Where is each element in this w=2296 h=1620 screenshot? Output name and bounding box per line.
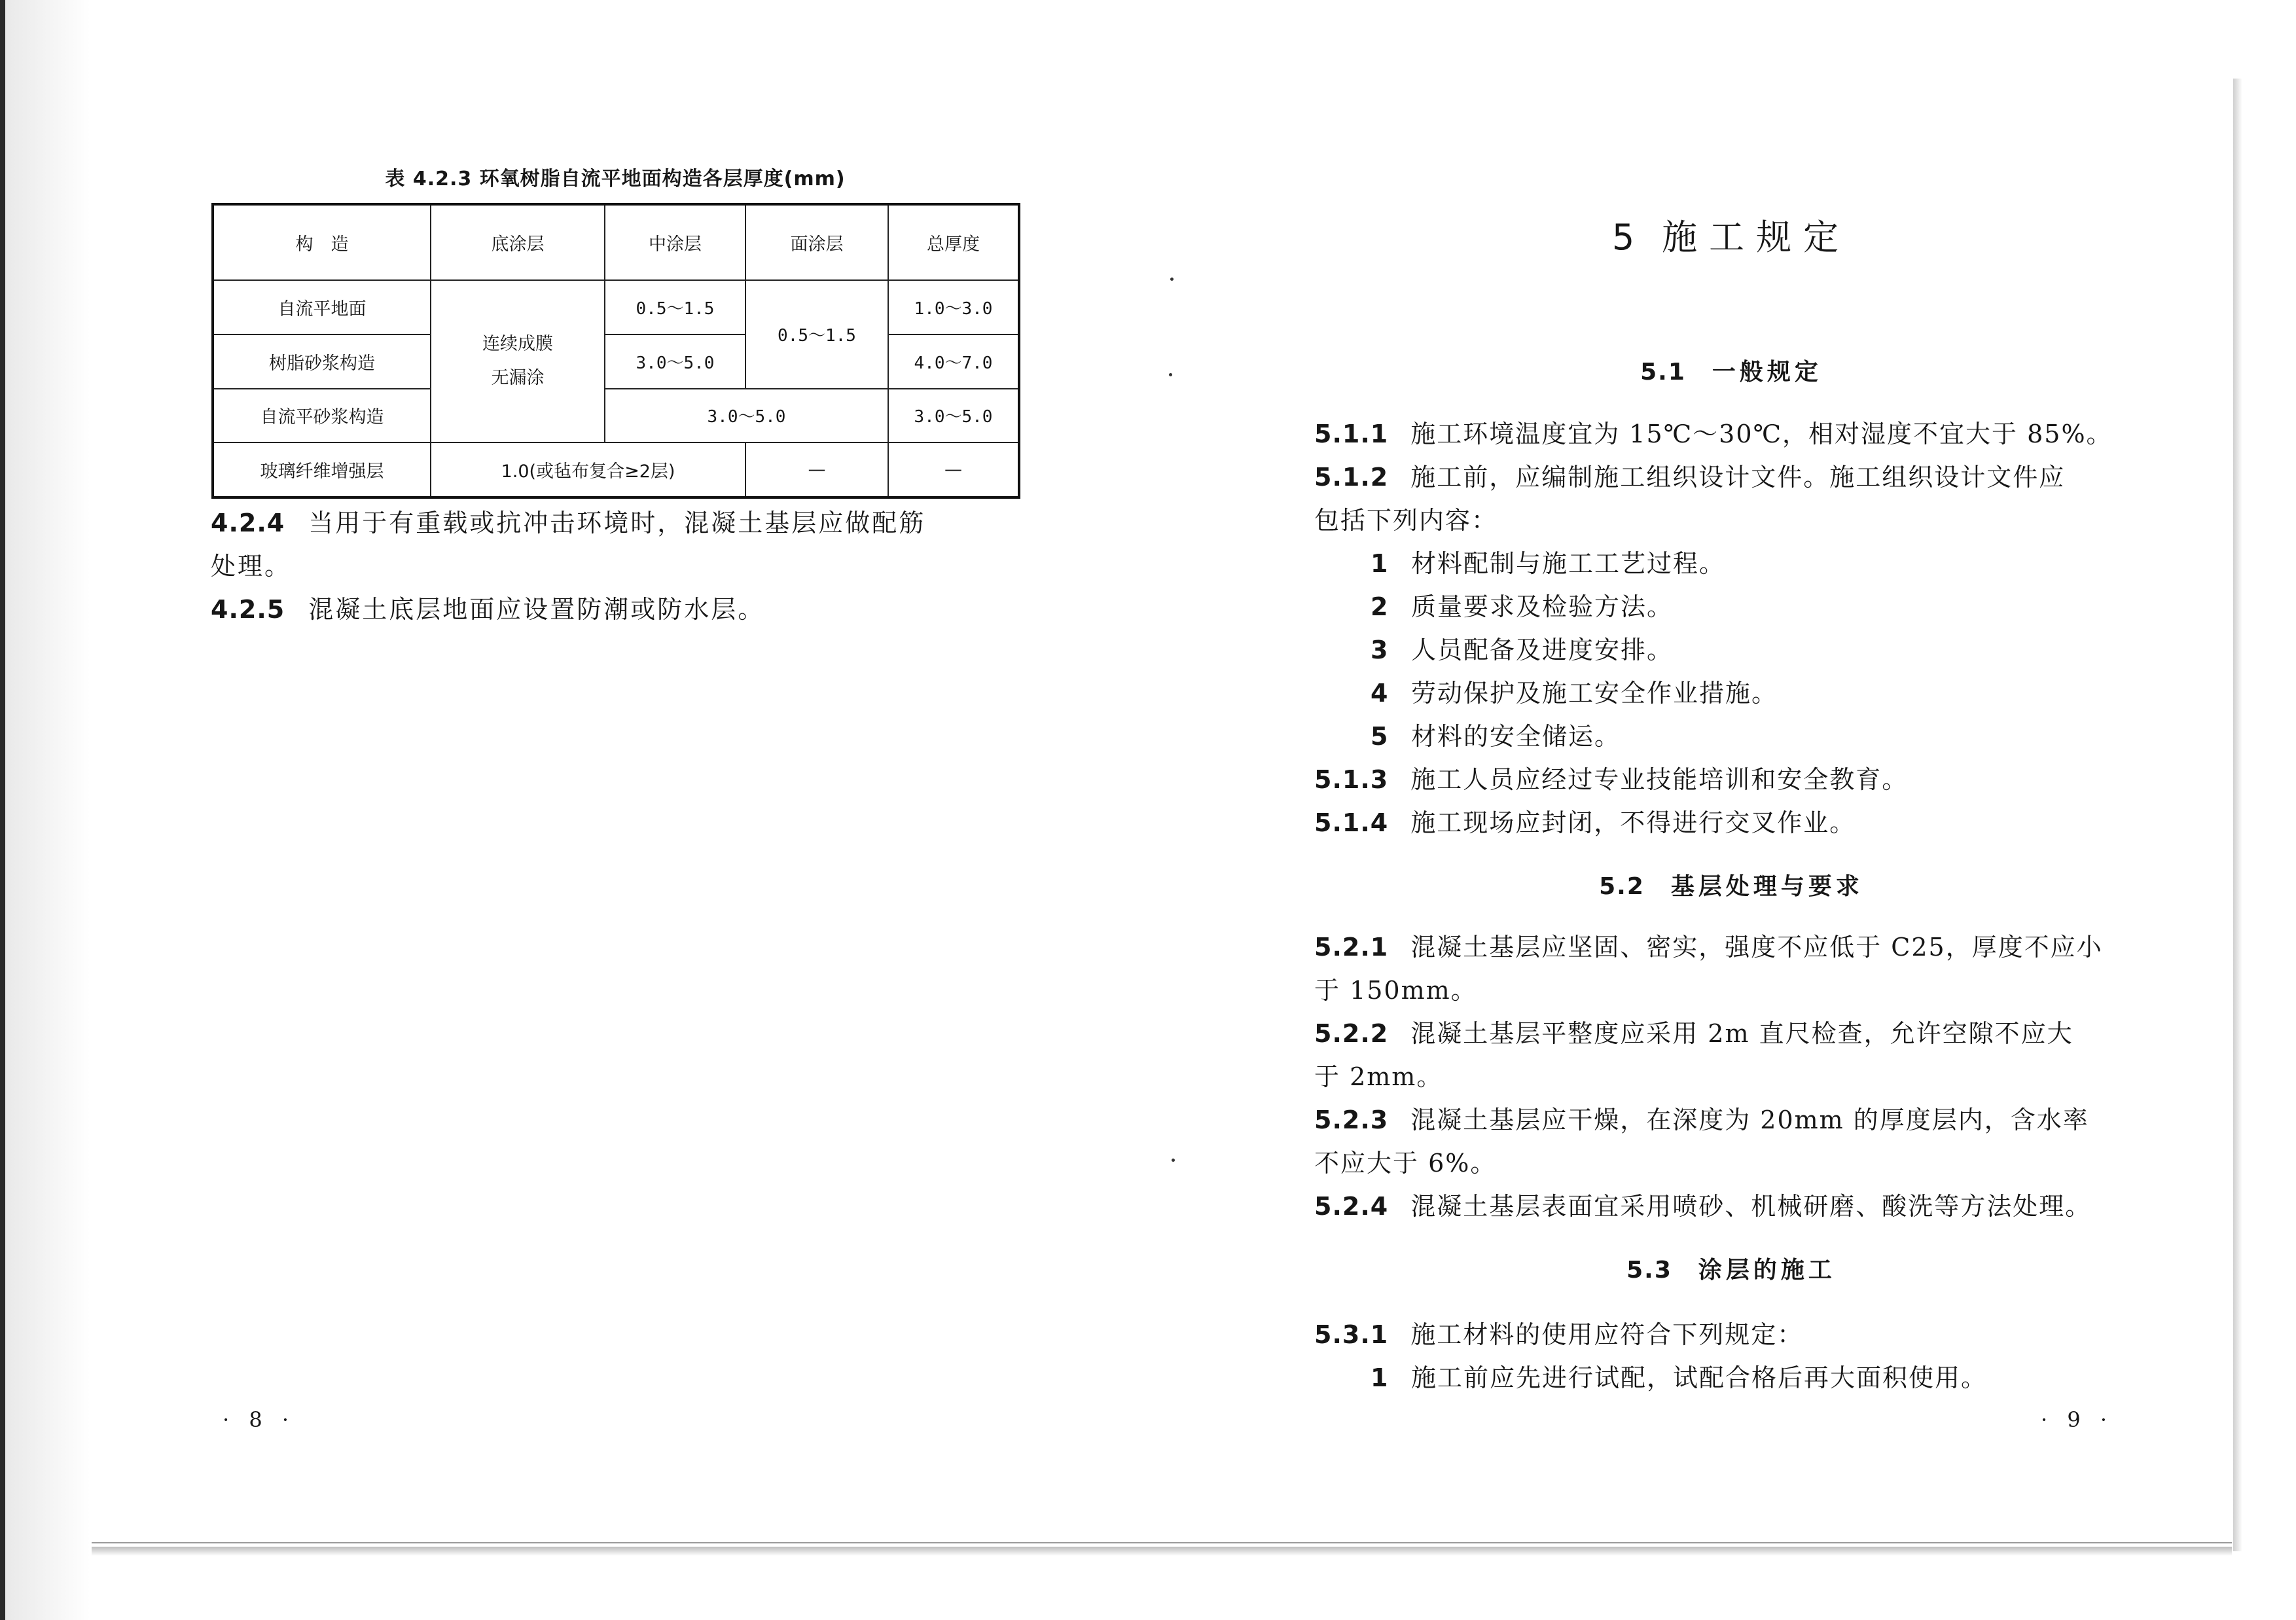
table-cell-name: 玻璃纤维增强层 — [213, 442, 431, 497]
clause-number: 4.2.4 — [211, 509, 285, 537]
clause-text: 混凝土基层应坚固、密实，强度不应低于 C25，厚度不应小 — [1410, 933, 2103, 962]
clause-text-cont: 不应大于 6%。 — [1314, 1149, 1497, 1178]
section-5-2-heading — [1322, 868, 2140, 901]
base-merged-line: 无漏涂 — [491, 368, 545, 389]
clause-text: 施工现场应封闭，不得进行交叉作业。 — [1410, 808, 1856, 837]
list-item-number: 5 — [1371, 722, 1390, 751]
table-cell-total: 1.0～3.0 — [888, 280, 1019, 334]
list-item-number: 2 — [1371, 592, 1390, 621]
clause-text-cont: 处理。 — [211, 552, 292, 581]
list-item-number: 4 — [1371, 679, 1390, 708]
clause-text: 混凝土基层应干燥，在深度为 20mm 的厚度层内，含水率 — [1410, 1106, 2089, 1134]
list-item — [1371, 542, 2179, 585]
table-header-cell: 总厚度 — [888, 204, 1019, 280]
clause-5-3-1 — [1314, 1313, 2123, 1356]
list-item-number: 1 — [1371, 549, 1390, 578]
clause-text-cont: 包括下列内容： — [1314, 506, 1498, 535]
chapter-name: 施工规定 — [1662, 217, 1851, 258]
spine-mark — [1172, 1159, 1175, 1162]
spine-mark — [1169, 373, 1172, 376]
list-item — [1371, 672, 2179, 715]
table-row — [213, 389, 1019, 443]
section-title: 基层处理与要求 — [1670, 873, 1863, 900]
clause-text: 混凝土基层平整度应采用 2m 直尺检查，允许空隙不应大 — [1410, 1019, 2073, 1048]
section-title: 一般规定 — [1712, 359, 1822, 386]
table-cell-base-merged — [431, 280, 605, 442]
list-item-text: 质量要求及检验方法。 — [1411, 592, 1674, 621]
table-cell-base-mid: 1.0(或毡布复合≥2层) — [431, 442, 745, 497]
clause-5-1-1 — [1314, 412, 2123, 456]
clause-text: 施工人员应经过专业技能培训和安全教育。 — [1410, 765, 1909, 794]
table-header-cell: 构 造 — [213, 204, 431, 280]
list-item-number: 3 — [1371, 636, 1390, 664]
table-header-row — [213, 204, 1019, 280]
clause-5-2-2 — [1314, 1012, 2123, 1098]
list-item-text: 施工前应先进行试配，试配合格后再大面积使用。 — [1411, 1363, 1988, 1392]
clause-number: 5.1.1 — [1314, 420, 1389, 448]
table-row — [213, 280, 1019, 334]
table-cell-mid: 3.0～5.0 — [605, 334, 745, 389]
clause-5-1-3 — [1314, 758, 2123, 801]
clause-number: 4.2.5 — [211, 595, 285, 624]
clause-text: 施工材料的使用应符合下列规定： — [1410, 1320, 1804, 1349]
clause-text-cont: 于 150mm。 — [1314, 976, 1477, 1005]
table-cell-total: 4.0～7.0 — [888, 334, 1019, 389]
clause-number: 5.2.1 — [1314, 933, 1389, 962]
section-5-3-heading — [1322, 1251, 2140, 1285]
page-number-right: · 9 · — [2041, 1407, 2114, 1432]
table-cell-mid: 0.5～1.5 — [605, 280, 745, 334]
table-cell-total: — — [888, 442, 1019, 497]
clause-text: 混凝土底层地面应设置防潮或防水层。 — [308, 595, 765, 624]
table-cell-total: 3.0～5.0 — [888, 389, 1019, 443]
clause-number: 5.3.1 — [1314, 1320, 1389, 1349]
list-item — [1371, 628, 2179, 672]
list-item-text: 材料配制与施工工艺过程。 — [1411, 549, 1726, 578]
clause-number: 5.2.4 — [1314, 1192, 1389, 1221]
clause-number: 5.1.2 — [1314, 463, 1389, 492]
clause-5-2-1 — [1314, 926, 2123, 1012]
clause-5-1-4 — [1314, 801, 2123, 844]
clause-text: 施工前，应编制施工组织设计文件。施工组织设计文件应 — [1410, 463, 2066, 492]
section-number: 5.2 — [1599, 873, 1645, 900]
clause-text: 施工环境温度宜为 15℃～30℃，相对湿度不宜大于 85%。 — [1410, 420, 2113, 448]
table-cell-name: 自流平地面 — [213, 280, 431, 334]
scan-edge-right — [2233, 79, 2242, 1551]
table-header-cell: 中涂层 — [605, 204, 745, 280]
chapter-title — [1322, 209, 2140, 260]
section-title: 涂层的施工 — [1698, 1257, 1836, 1284]
clause-4-2-4 — [211, 501, 1022, 588]
chapter-number: 5 — [1611, 217, 1647, 258]
table-cell-top-merged: 0.5～1.5 — [745, 280, 888, 388]
list-item — [1371, 585, 2179, 628]
table-cell-name: 自流平砂浆构造 — [213, 389, 431, 443]
list-item-number: 1 — [1371, 1363, 1390, 1392]
clause-number: 5.1.4 — [1314, 808, 1389, 837]
scan-page-bottom-line — [92, 1542, 2232, 1543]
section-number: 5.1 — [1640, 359, 1686, 386]
clause-5-1-2 — [1314, 456, 2123, 542]
layer-thickness-table — [211, 203, 1020, 499]
table-cell-name: 树脂砂浆构造 — [213, 334, 431, 389]
clause-text: 混凝土基层表面宜采用喷砂、机械研磨、酸洗等方法处理。 — [1410, 1192, 2092, 1221]
section-5-1-heading — [1322, 353, 2140, 387]
table-header-cell: 面涂层 — [745, 204, 888, 280]
clause-5-2-3 — [1314, 1098, 2123, 1185]
scan-shadow-left — [5, 0, 90, 1620]
spine-mark — [1170, 278, 1174, 281]
scan-edge-left — [0, 0, 5, 1620]
list-item-text: 材料的安全储运。 — [1411, 722, 1621, 751]
table-row — [213, 334, 1019, 389]
page-number-left: · 8 · — [223, 1407, 296, 1432]
clause-number: 5.2.2 — [1314, 1019, 1389, 1048]
clause-text: 当用于有重载或抗冲击环境时，混凝土基层应做配筋 — [308, 509, 926, 537]
table-caption: 表 4.2.3 环氧树脂自流平地面构造各层厚度(mm) — [385, 168, 846, 190]
clause-text-cont: 于 2mm。 — [1314, 1062, 1443, 1091]
clause-4-2-5 — [211, 588, 1022, 631]
clause-number: 5.2.3 — [1314, 1106, 1389, 1134]
scan-page-bottom-edge — [92, 1547, 2232, 1556]
table-row — [213, 442, 1019, 497]
table-cell-mid-top: 3.0～5.0 — [605, 389, 888, 443]
list-item — [1371, 1356, 2179, 1399]
list-item-text: 人员配备及进度安排。 — [1411, 636, 1674, 664]
list-item-text: 劳动保护及施工安全作业措施。 — [1411, 679, 1778, 708]
clause-5-2-4 — [1314, 1185, 2123, 1228]
base-merged-line: 连续成膜 — [482, 334, 553, 355]
section-number: 5.3 — [1626, 1257, 1672, 1284]
table-cell-top: — — [745, 442, 888, 497]
table-header-cell: 底涂层 — [431, 204, 605, 280]
list-item — [1371, 715, 2179, 758]
clause-number: 5.1.3 — [1314, 765, 1389, 794]
